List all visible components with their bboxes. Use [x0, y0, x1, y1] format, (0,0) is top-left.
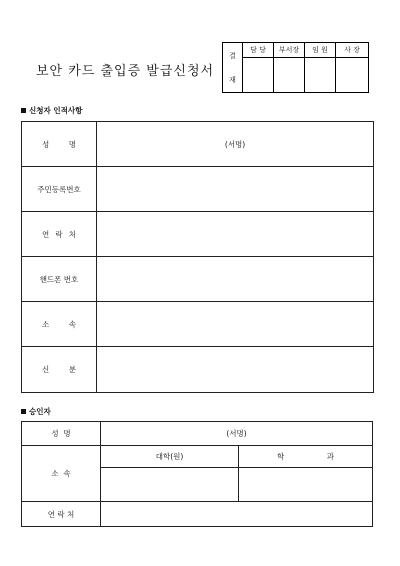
approval-signature-president[interactable]	[336, 58, 369, 93]
affiliation-label-char-2: 속	[68, 319, 76, 329]
approval-signature-staff[interactable]	[243, 58, 274, 93]
name-field[interactable]	[97, 122, 374, 167]
department-column-header	[239, 446, 373, 468]
name-label-char-2: 명	[68, 139, 76, 149]
name-label-char-1: 성	[42, 139, 50, 149]
approver-name-field[interactable]	[101, 422, 373, 446]
affiliation-label-char-1: 소	[42, 319, 50, 329]
approver-affiliation-label: 소 속	[22, 446, 101, 502]
approval-header-dept-head: 부서장	[274, 43, 305, 58]
status-label	[22, 347, 97, 393]
applicant-section-title: 신청자 인적사항	[29, 106, 83, 115]
contact-label-char-2: 락	[55, 229, 63, 239]
approval-label-top: 결	[229, 51, 236, 60]
contact-label-char-1: 연	[42, 229, 50, 239]
department-field[interactable]	[239, 468, 373, 502]
form-title: 보안 카드 출입증 발급신청서	[36, 64, 215, 79]
department-header-char-2: 과	[326, 452, 334, 461]
affiliation-field[interactable]	[97, 302, 374, 347]
approval-signature-dept-head[interactable]	[274, 58, 305, 93]
approval-signature-executive[interactable]	[305, 58, 336, 93]
mobile-number-label: 핸드폰 번호	[22, 257, 97, 302]
approval-label-bottom: 재	[229, 75, 236, 84]
college-column-header: 대학(원)	[101, 446, 239, 468]
approval-label	[223, 43, 243, 93]
status-label-char-2: 분	[68, 365, 76, 374]
approver-section-title: 승인자	[29, 407, 51, 416]
approver-contact-field[interactable]	[101, 502, 373, 527]
contact-field[interactable]	[97, 212, 374, 257]
name-signature-hint: (서명)	[224, 139, 246, 149]
approver-name-label: 성 명	[22, 422, 101, 446]
approver-signature-hint: (서명)	[226, 429, 247, 438]
applicant-section-heading	[21, 105, 82, 116]
section-square-icon	[21, 108, 26, 113]
approval-header-executive: 임 원	[305, 43, 336, 58]
contact-label-char-3: 처	[68, 229, 76, 239]
section-square-icon	[21, 409, 26, 414]
approval-header-staff: 담 당	[243, 43, 274, 58]
affiliation-label	[22, 302, 97, 347]
approver-contact-label: 연 락 처	[22, 502, 101, 527]
approval-header-president: 사 장	[336, 43, 369, 58]
approver-section-heading	[21, 406, 51, 417]
department-header-char-1: 학	[277, 452, 285, 461]
college-field[interactable]	[101, 468, 239, 502]
mobile-number-field[interactable]	[97, 257, 374, 302]
applicant-table	[21, 121, 374, 393]
resident-number-label: 주민등록번호	[22, 167, 97, 212]
status-field[interactable]	[97, 347, 374, 393]
approval-box	[222, 42, 369, 93]
status-label-char-1: 신	[42, 365, 50, 374]
name-label	[22, 122, 97, 167]
resident-number-field[interactable]	[97, 167, 374, 212]
approver-table	[21, 421, 373, 527]
contact-label	[22, 212, 97, 257]
